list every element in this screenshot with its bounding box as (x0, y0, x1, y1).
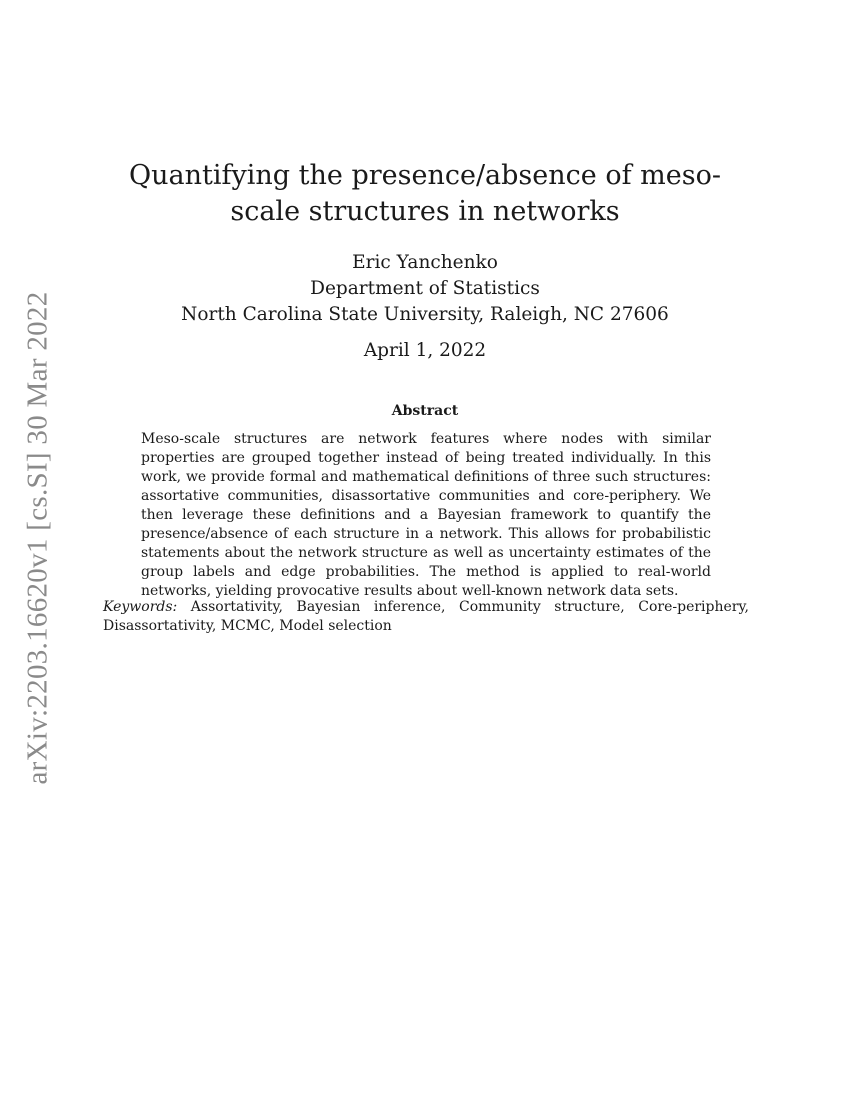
author-block (100, 250, 750, 328)
keywords-section (103, 598, 749, 636)
author-name: Eric Yanchenko (352, 252, 498, 273)
abstract-text: Meso-scale structures are network features where nodes with similar properties are grouped together instead of being treated individually. In this work, we provide formal and mathematical definitions of three such structures: assortative communities, disassortative communities and core-periphery. We then leverage these definitions and a Bayesian framework to quantify the presence/absence of each structure in a network. This allows for probabilistic statements about the network structure as well as uncertainty estimates of the group labels and edge probabilities. The method is applied to real-world networks, yielding provocative results about well-known network data sets. (141, 431, 711, 599)
paper-date: April 1, 2022 (363, 340, 487, 361)
arxiv-identifier-stamp: arXiv:2203.16620v1 [cs.SI] 30 Mar 2022 (21, 291, 54, 785)
keywords-list: Assortativity, Bayesian inference, Community structure, Core-periphery, Disassortativity, MCMC, Model selection (103, 599, 749, 634)
abstract-heading: Abstract (391, 403, 459, 419)
keywords-label: Keywords: (103, 599, 178, 615)
paper-title: Quantifying the presence/absence of meso-scale structures in networks (129, 160, 721, 227)
author-affiliation: North Carolina State University, Raleigh, NC 27606 (181, 304, 669, 325)
author-department: Department of Statistics (310, 278, 540, 299)
